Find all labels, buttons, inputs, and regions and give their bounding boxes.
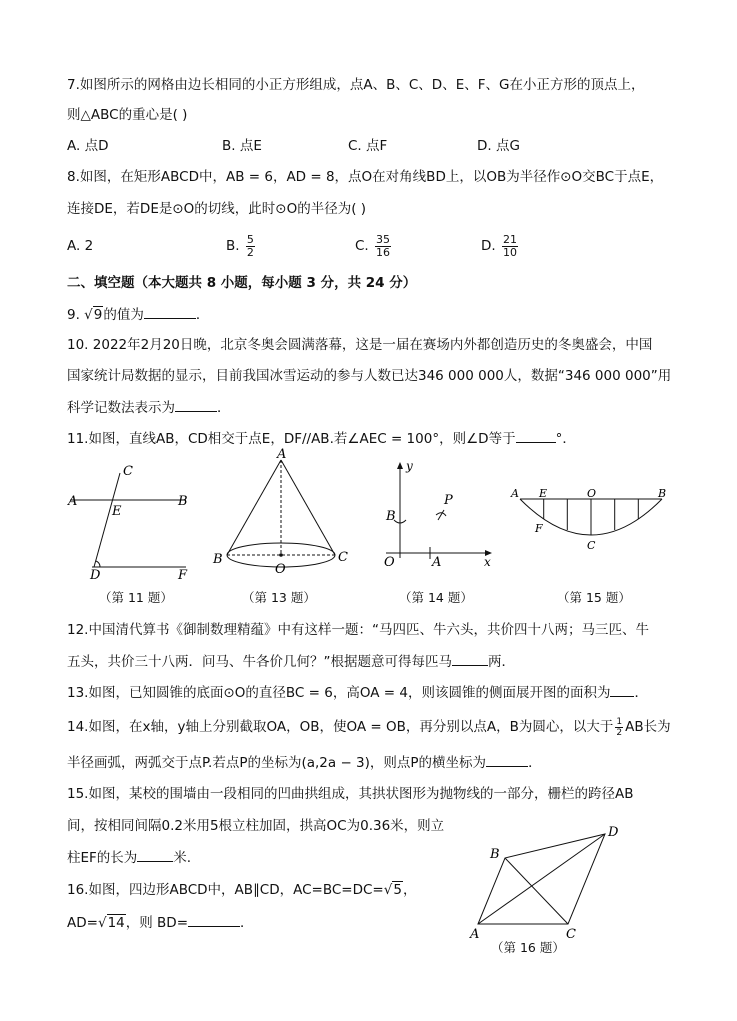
fig15-label-a: A [511,487,519,500]
fig16-label-a: A [470,927,480,938]
q10-line2: 国家统计局数据的显示，目前我国冰雪运动的参与人数已达346 000 000人，数据“346 000 000”用 [67,368,672,384]
q15-line3-text: 柱EF的长为 [67,850,138,866]
q14-line1-pre: 14.如图，在x轴，y轴上分别截取OA，OB，使OA = OB，再分别以点A，B为圆心，以大于 [67,719,614,735]
q16-line2 [67,912,254,933]
fig13-caption: （第 13 题） [242,590,316,605]
q8-option-a: A. 2 [67,238,94,254]
q13-text: 13.如图，已知圆锥的底面⊙O的直径BC = 6，高OA = 4，则该圆锥的侧面展开图的面积为 [67,685,611,701]
fig14-label-o: O [384,555,395,570]
q10-line3: 科学记数法表示为 ． [67,397,231,418]
section-2-title: 二、填空题（本大题共 8 小题，每小题 3 分，共 24 分） [67,275,417,291]
fig14-label-p: P [444,493,453,508]
q8-option-c [355,226,393,266]
q8-option-b-fraction [246,234,255,259]
fig13-label-b: B [213,552,223,567]
q7-option-d: D. 点G [477,138,520,154]
q14-line2-text: 半径画弧，两弧交于点P.若点P的坐标为(a,2a − 3)，则点P的横坐标为 [67,755,487,771]
q8-option-b-label: B. [226,238,240,254]
fig15-caption: （第 15 题） [557,590,631,605]
fig11-angle-d [96,561,100,567]
fig15-label-c: C [587,539,596,552]
q8-option-c-fraction [375,234,391,259]
fig11-label-a: A [68,494,78,509]
q10-answer-blank[interactable] [175,397,217,412]
fig13-label-c: C [338,550,348,565]
fig13-center-dot [279,553,283,557]
q8-option-d-den: 10 [502,245,517,259]
q9-sqrt: √9 [84,307,103,323]
q15-line1: 15.如图，某校的围墙由一段相同的凹曲拱组成，其拱状图形为抛物线的一部分，栅栏的跨径AB [67,786,634,802]
fig16-diagonal-bc [505,858,568,924]
q8-option-b-num: 5 [246,232,254,246]
q15-unit: 米. [173,850,192,866]
q16-radicand-14: 14 [107,915,125,931]
fig13-label-o: O [275,562,286,577]
q7-option-a: A. 点D [67,138,109,154]
q14-line1-post: AB长为 [625,719,671,735]
fig16-label-b: B [490,847,500,862]
fig14-arc-p2 [438,510,444,520]
fig15-label-f: F [535,522,543,535]
q14-line1 [67,714,671,740]
q12-answer-blank[interactable] [452,651,488,666]
q10-line3-text: 科学记数法表示为 [67,400,175,416]
fig16-label-c: C [566,927,576,938]
fig16-label-d: D [608,825,619,840]
fig14-label-b: B [386,509,396,524]
fig14-y-arrow [397,462,403,469]
fig11-label-d: D [90,568,101,583]
q13-end: ． [634,685,648,701]
q8-option-b [226,226,257,266]
figure-11 [60,455,200,583]
q14-frac-den: 2 [616,727,623,738]
q9-line: 9. √9的值为 ． [67,304,209,325]
q7-line1: 7.如图所示的网格由边长相同的小正方形组成，点A、B、C、D、E、F、G在小正方形的顶点上， [67,77,645,93]
q9-radicand: 9 [93,307,103,323]
fig13-label-a: A [277,447,287,462]
fig13-slant-left [227,460,281,555]
q12-line1: 12.中国清代算书《御制数理精蕴》中有这样一题：“马四匹、牛六头，共价四十八两；马三匹、牛 [67,622,649,638]
q8-option-d-label: D. [481,238,496,254]
q8-option-d [481,226,520,266]
q13-answer-blank[interactable] [610,682,634,697]
q7-option-b: B. 点E [222,138,262,154]
figure-14 [372,458,497,578]
q9-text: 的值为 [103,307,144,323]
q15-line2: 间，按相同间隔0.2米用5根立柱加固，拱高OC为0.36米，则立 [67,818,445,834]
fig13-slant-right [281,460,335,555]
q7-line2: 则△ABC的重心是( ) [67,107,188,123]
q7-option-c: C. 点F [348,138,388,154]
q16-sqrt-14: √14 [97,915,125,931]
q16-line1 [67,880,416,900]
figure-16 [462,820,630,938]
q16-answer-blank[interactable] [188,912,240,927]
q8-option-c-num: 35 [376,232,391,246]
q16-radicand-5: 5 [393,882,402,898]
q13-line [67,682,648,703]
fig11-label-e: E [112,504,122,519]
q8-option-d-fraction [502,234,518,259]
q9-prefix: 9. [67,307,85,323]
q14-answer-blank[interactable] [486,752,528,767]
q14-end: ． [528,755,542,771]
fig11-line-cd [94,473,120,567]
q16-line2-post: ，则 BD= [125,915,189,931]
q16-end: ． [240,915,254,931]
q11-unit: ° [555,431,563,447]
q12-unit: 两． [488,654,515,670]
fig11-caption: （第 11 题） [99,590,173,605]
q16-line1-post: ， [402,882,417,898]
figure-15 [508,485,673,560]
q15-line3 [67,847,191,868]
figure-13 [207,445,357,580]
q16-sqrt-5: √5 [383,882,402,898]
q12-line2-text: 五头，共价三十八两．问马、牛各价几何？”根据题意可得每匹马 [67,654,452,670]
fig14-label-x: x [484,555,491,569]
q12-line2 [67,651,515,672]
fig14-caption: （第 14 题） [399,590,473,605]
q8-line2: 连接DE，若DE是⊙O的切线，此时⊙O的半径为( ) [67,201,367,217]
q8-option-d-num: 21 [502,232,517,246]
fig14-label-a: A [432,555,442,570]
q9-answer-blank[interactable] [144,304,196,319]
q14-line2 [67,752,542,773]
q11-text: 11.如图，直线AB，CD相交于点E，DF//AB.若∠AEC = 100°，则∠D等于 [67,431,516,447]
q10-line1: 10. 2022年2月20日晚，北京冬奥会圆满落幕，这是一届在赛场内外都创造历史的冬奥盛会，中国 [67,337,653,353]
fig14-label-y: y [406,459,413,473]
q15-answer-blank[interactable] [137,847,173,862]
q8-line1: 8.如图，在矩形ABCD中，AB = 6，AD = 8，点O在对角线BD上，以OB为半径作⊙O交BC于点E， [67,169,664,185]
fig11-label-c: C [123,464,133,479]
q16-line2-pre: AD= [67,915,98,931]
q16-line1-pre: 16.如图，四边形ABCD中，AB∥CD，AC=BC=DC= [67,882,384,898]
q14-frac-num: 1 [616,716,623,727]
fig15-label-e: E [539,487,548,500]
q8-option-b-den: 2 [246,245,254,259]
q11-answer-blank[interactable] [516,428,556,443]
q11-line: 11.如图，直线AB，CD相交于点E，DF//AB.若∠AEC = 100°，则∠D等于 °． [67,428,576,449]
fig16-caption: （第 16 题） [491,940,565,955]
fig11-label-f: F [178,568,188,583]
fig11-label-b: B [178,494,188,509]
q8-option-c-den: 16 [376,245,391,259]
q14-fraction [615,717,623,738]
q8-option-c-label: C. [355,238,369,254]
fig15-label-b: B [658,487,667,500]
fig15-label-o: O [587,487,597,500]
